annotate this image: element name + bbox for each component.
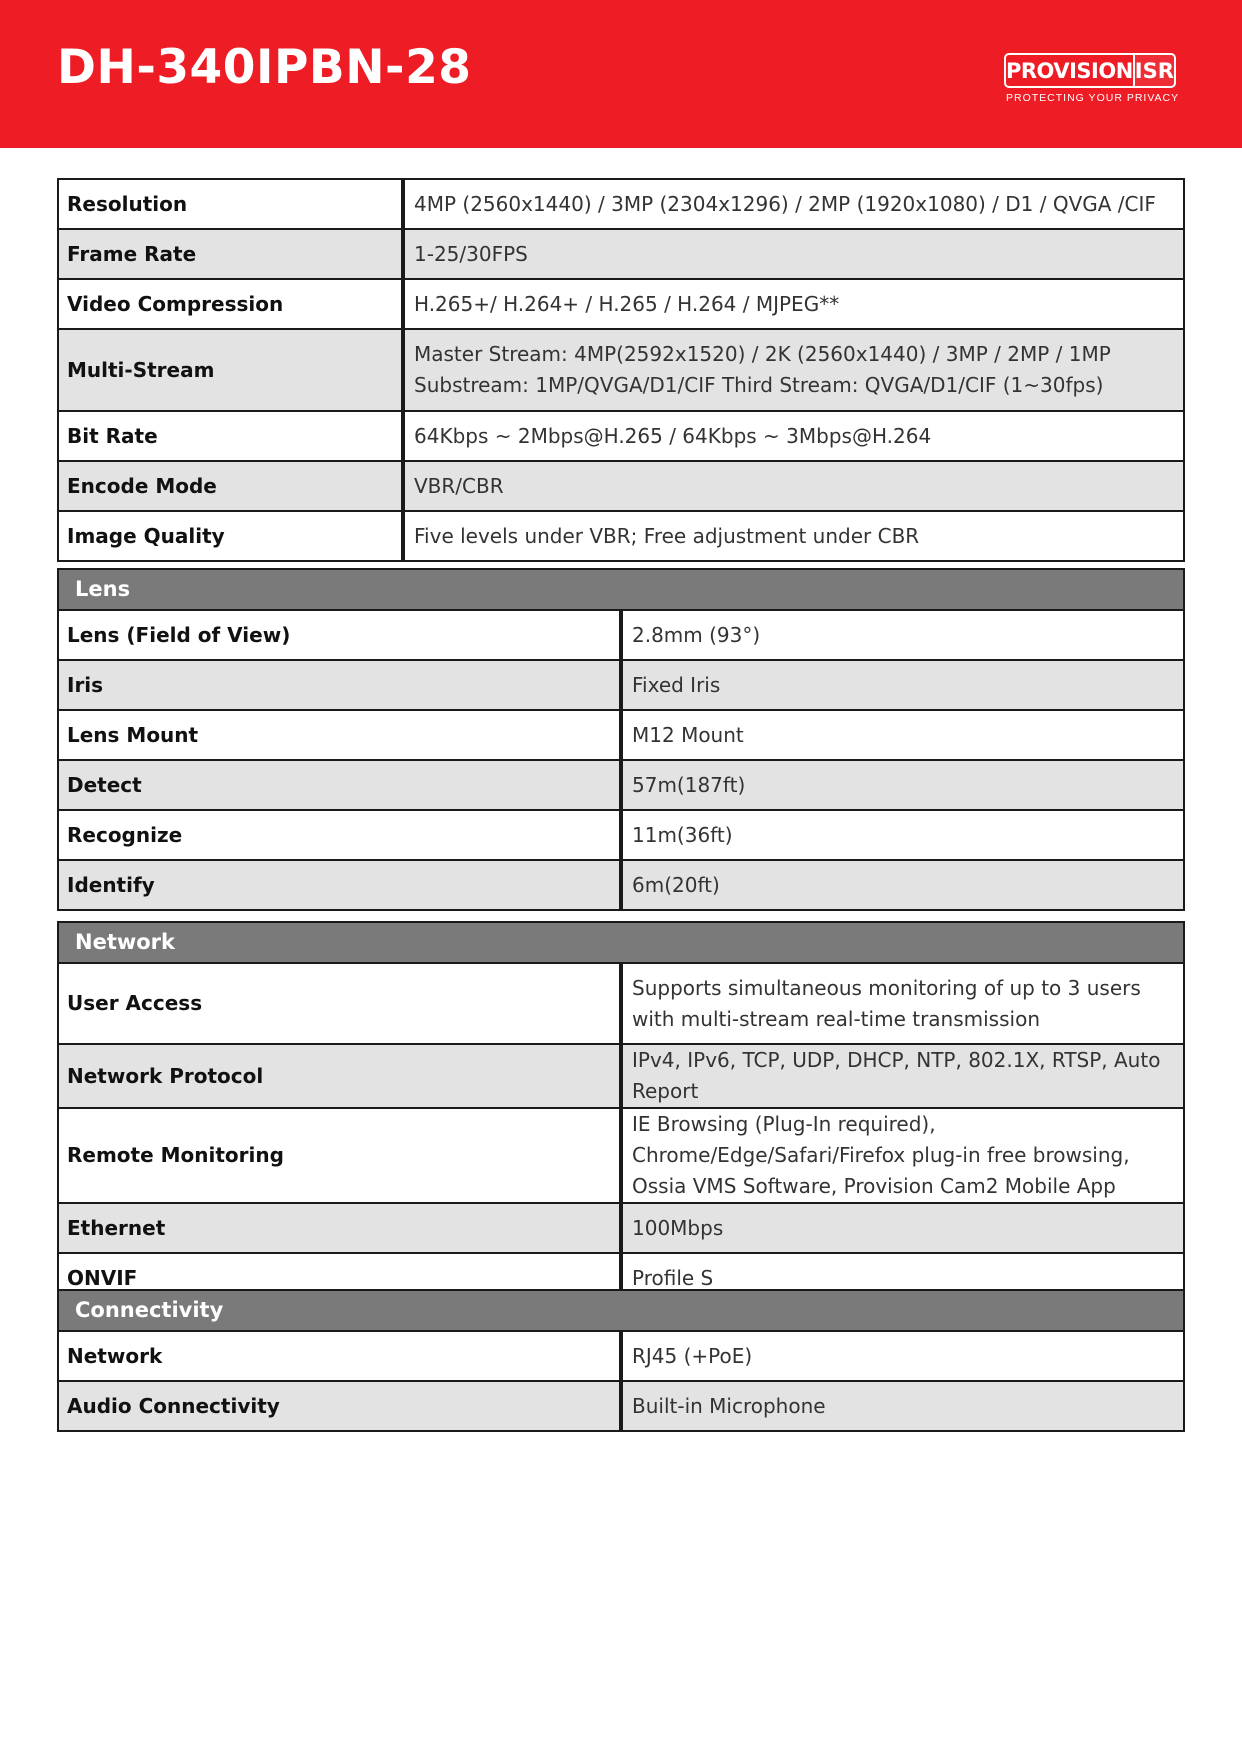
header-banner — [0, 0, 1242, 148]
spec-value: 100Mbps — [621, 1203, 1184, 1253]
spec-label: Lens (Field of View) — [58, 610, 621, 660]
provision-isr-logo — [1004, 53, 1180, 105]
section-title: Network — [58, 922, 1184, 963]
model-title: DH-340IPBN-28 — [57, 40, 472, 95]
spec-row — [58, 329, 1184, 411]
spec-label: Detect — [58, 760, 621, 810]
section-title: Connectivity — [58, 1290, 1184, 1331]
spec-value: Supports simultaneous monitoring of up to 3 users with multi-stream real-time transmission — [621, 963, 1184, 1044]
spec-table-network — [57, 921, 1185, 1304]
spec-value: 64Kbps ~ 2Mbps@H.265 / 64Kbps ~ 3Mbps@H.264 — [403, 411, 1184, 461]
spec-value: 6m(20ft) — [621, 860, 1184, 910]
spec-row — [58, 1044, 1184, 1108]
spec-row — [58, 461, 1184, 511]
spec-row — [58, 179, 1184, 229]
spec-label: Multi-Stream — [58, 329, 403, 411]
spec-row — [58, 229, 1184, 279]
spec-value: Five levels under VBR; Free adjustment under CBR — [403, 511, 1184, 561]
spec-value: RJ45 (+PoE) — [621, 1331, 1184, 1381]
section-header — [58, 569, 1184, 610]
spec-table-video — [57, 178, 1185, 562]
spec-label: ONVIF — [58, 1253, 621, 1303]
spec-row — [58, 279, 1184, 329]
spec-label: User Access — [58, 963, 621, 1044]
spec-value: 57m(187ft) — [621, 760, 1184, 810]
spec-value: Built-in Microphone — [621, 1381, 1184, 1431]
spec-label: Iris — [58, 660, 621, 710]
spec-value: 4MP (2560x1440) / 3MP (2304x1296) / 2MP (1920x1080) / D1 / QVGA /CIF — [403, 179, 1184, 229]
spec-row — [58, 1331, 1184, 1381]
spec-row — [58, 1381, 1184, 1431]
spec-row — [58, 511, 1184, 561]
spec-value: M12 Mount — [621, 710, 1184, 760]
spec-label: Lens Mount — [58, 710, 621, 760]
spec-value: Profile S — [621, 1253, 1184, 1303]
spec-label: Remote Monitoring — [58, 1108, 621, 1203]
spec-value: IE Browsing (Plug-In required), Chrome/Edge/Safari/Firefox plug-in free browsing, Ossia VMS Software, Provision Cam2 Mobile App — [621, 1108, 1184, 1203]
spec-label: Audio Connectivity — [58, 1381, 621, 1431]
section-title: Lens — [58, 569, 1184, 610]
spec-label: Image Quality — [58, 511, 403, 561]
spec-value: 2.8mm (93°) — [621, 610, 1184, 660]
spec-table-lens — [57, 568, 1185, 911]
section-header — [58, 1290, 1184, 1331]
spec-value: 11m(36ft) — [621, 810, 1184, 860]
section-header — [58, 922, 1184, 963]
spec-label: Ethernet — [58, 1203, 621, 1253]
spec-value: VBR/CBR — [403, 461, 1184, 511]
spec-value: Master Stream: 4MP(2592x1520) / 2K (2560x1440) / 3MP / 2MP / 1MP Substream: 1MP/QVGA/D1/CIF Third Stream: QVGA/D1/CIF (1~30fps) — [403, 329, 1184, 411]
spec-row — [58, 411, 1184, 461]
spec-row — [58, 1203, 1184, 1253]
spec-value: 1-25/30FPS — [403, 229, 1184, 279]
spec-label: Recognize — [58, 810, 621, 860]
spec-value: Fixed Iris — [621, 660, 1184, 710]
spec-row — [58, 860, 1184, 910]
spec-label: Identify — [58, 860, 621, 910]
spec-row — [58, 610, 1184, 660]
spec-row — [58, 710, 1184, 760]
spec-row — [58, 963, 1184, 1044]
spec-label: Resolution — [58, 179, 403, 229]
spec-table-connectivity — [57, 1289, 1185, 1432]
spec-label: Video Compression — [58, 279, 403, 329]
spec-row — [58, 660, 1184, 710]
spec-row — [58, 810, 1184, 860]
spec-label: Frame Rate — [58, 229, 403, 279]
spec-label: Network — [58, 1331, 621, 1381]
spec-label: Network Protocol — [58, 1044, 621, 1108]
spec-label: Bit Rate — [58, 411, 403, 461]
spec-label: Encode Mode — [58, 461, 403, 511]
spec-value: H.265+/ H.264+ / H.265 / H.264 / MJPEG** — [403, 279, 1184, 329]
logo-wordmark — [1004, 53, 1174, 88]
logo-tagline: PROTECTING YOUR PRIVACY — [1006, 92, 1180, 104]
logo-suffix: ISR — [1133, 53, 1176, 88]
logo-brand: PROVISION — [1004, 53, 1133, 88]
spec-value: IPv4, IPv6, TCP, UDP, DHCP, NTP, 802.1X, RTSP, Auto Report — [621, 1044, 1184, 1108]
spec-row — [58, 1108, 1184, 1203]
spec-row — [58, 760, 1184, 810]
